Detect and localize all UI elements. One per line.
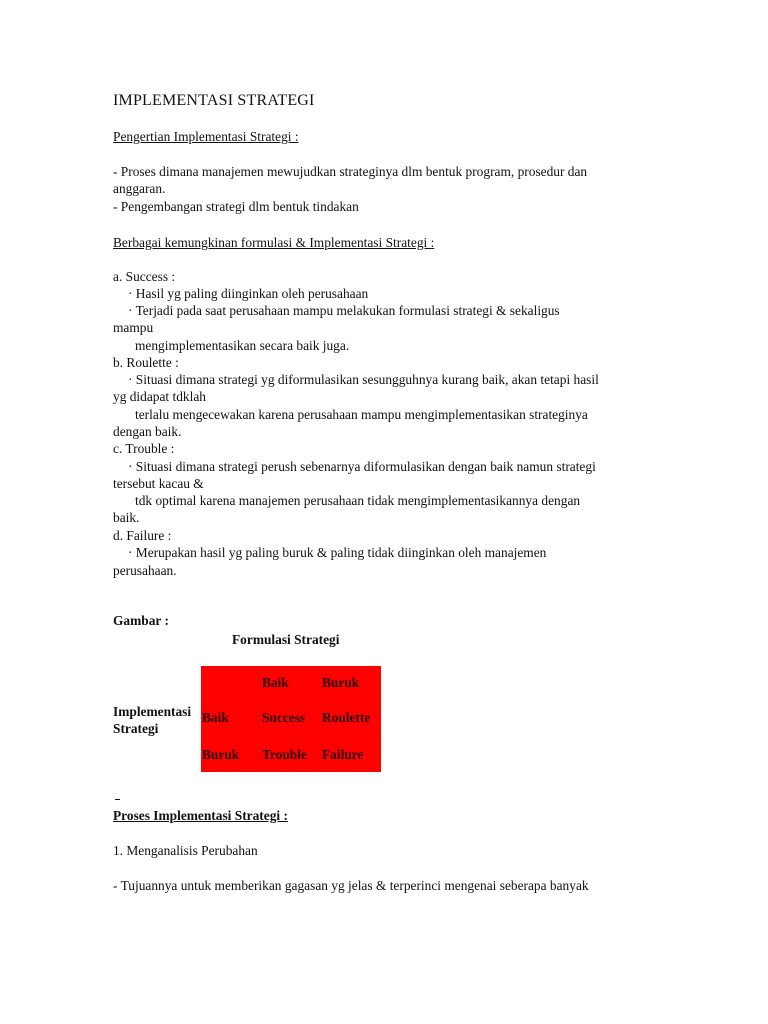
bullet-line: · Hasil yg paling diinginkan oleh perusahaan xyxy=(128,286,369,301)
matrix-row-title: Strategi xyxy=(113,721,159,736)
paragraph-line: - Proses dimana manajemen mewujudkan strateginya dlm bentuk program, prosedur dan xyxy=(113,164,588,179)
stray-mark xyxy=(115,799,120,800)
matrix-row-title: Implementasi xyxy=(113,704,192,719)
matrix-column-title: Formulasi Strategi xyxy=(232,632,340,647)
matrix-header-baik: Baik xyxy=(262,675,289,690)
continuation-line: tdk optimal karena manajemen perusahaan tidak mengimplementasikannya dengan xyxy=(135,493,581,508)
wrap-line: perusahaan. xyxy=(113,563,177,578)
matrix-cell-failure: Failure xyxy=(322,747,364,762)
list-label-trouble: c. Trouble : xyxy=(113,441,175,456)
matrix-row-label-baik: Baik xyxy=(202,710,229,725)
paragraph-line: anggaran. xyxy=(113,181,166,196)
section-heading-pengertian: Pengertian Implementasi Strategi : xyxy=(113,129,299,144)
document-title: IMPLEMENTASI STRATEGI xyxy=(113,92,315,109)
paragraph-line: - Pengembangan strategi dlm bentuk tindakan xyxy=(113,199,359,214)
wrap-line: yg didapat tdklah xyxy=(113,389,206,404)
matrix-header-buruk: Buruk xyxy=(322,675,360,690)
wrap-line: dengan baik. xyxy=(113,424,182,439)
bullet-line: · Situasi dimana strategi perush sebenarnya diformulasikan dengan baik namun strategi xyxy=(128,459,596,474)
matrix-row-label-buruk: Buruk xyxy=(202,747,240,762)
numbered-item: 1. Menganalisis Perubahan xyxy=(113,843,258,858)
paragraph-line: - Tujuannya untuk memberikan gagasan yg jelas & terperinci mengenai seberapa banyak xyxy=(113,878,589,893)
bullet-line: · Terjadi pada saat perusahaan mampu melakukan formulasi strategi & sekaligus xyxy=(128,303,560,318)
wrap-line: tersebut kacau & xyxy=(113,476,204,491)
matrix-cell-success: Success xyxy=(262,710,306,725)
section-heading-proses: Proses Implementasi Strategi : xyxy=(113,808,288,823)
wrap-line: mampu xyxy=(113,320,154,335)
list-label-failure: d. Failure : xyxy=(113,528,172,543)
figure-caption: Gambar : xyxy=(113,613,169,628)
bullet-line: · Merupakan hasil yg paling buruk & paling tidak diinginkan oleh manajemen xyxy=(128,545,547,560)
matrix-cell-roulette: Roulette xyxy=(322,710,371,725)
wrap-line: baik. xyxy=(113,510,140,525)
matrix-cell-trouble: Trouble xyxy=(262,747,307,762)
bullet-line: · Situasi dimana strategi yg diformulasikan sesungguhnya kurang baik, akan tetapi hasil xyxy=(128,372,599,387)
continuation-line: mengimplementasikan secara baik juga. xyxy=(135,338,350,353)
list-label-success: a. Success : xyxy=(113,269,176,284)
list-label-roulette: b. Roulette : xyxy=(113,355,179,370)
continuation-line: terlalu mengecewakan karena perusahaan mampu mengimplementasikan strateginya xyxy=(135,407,588,422)
section-heading-kemungkinan: Berbagai kemungkinan formulasi & Implementasi Strategi : xyxy=(113,235,435,250)
strategy-matrix xyxy=(201,666,381,772)
